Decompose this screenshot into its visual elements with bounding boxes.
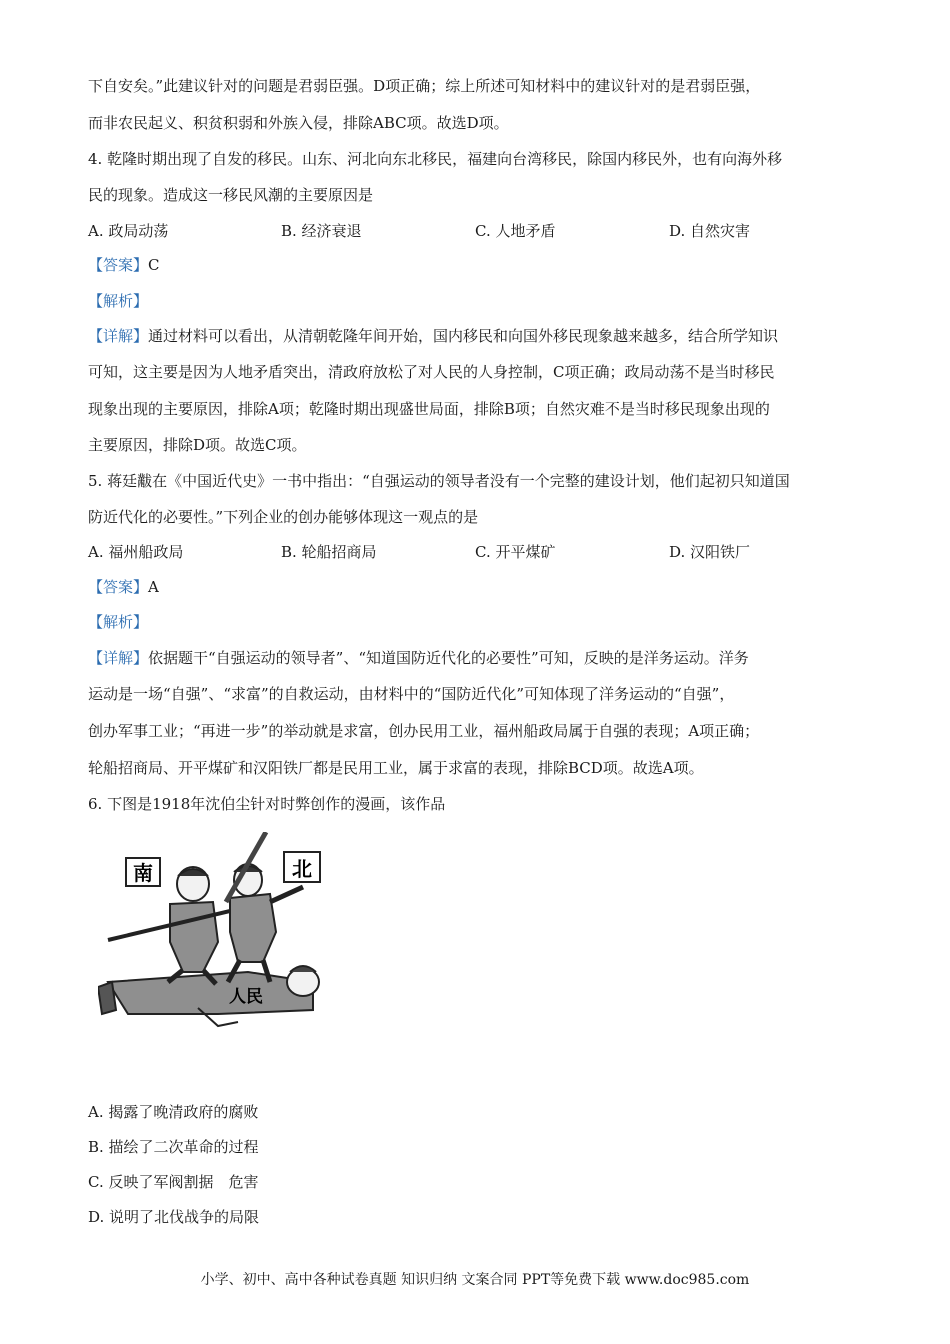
page-footer: 小学、初中、高中各种试卷真题 知识归纳 文案合同 PPT等免费下载 www.doc985.com [200,1272,750,1288]
q5-detail-line-3: 创办军事工业；“再进一步”的举动就是求富，创办民用工业，福州船政局属于自强的表现；A项正确； [88,722,760,740]
q5-detail-text-1: 依据题干“自强运动的领导者”、“知道国防近代化的必要性”可知，反映的是洋务运动。洋务 [148,649,749,667]
q5-analysis [88,612,878,632]
south-label: 南 [133,861,153,885]
q4-stem-line-2: 民的现象。造成这一移民风潮的主要原因是 [88,186,374,204]
q4-option-b: B. 经济衰退 [281,222,362,240]
q4-detail-line-1 [88,326,878,346]
q4-option-c: C. 人地矛盾 [475,222,556,240]
continuation-line-1: 下自安矣。”此建议针对的问题是君弱臣强。D项正确；综上所述可知材料中的建议针对的是君弱臣强， [88,77,761,95]
q4-answer-value: C [148,256,160,274]
q5-option-c: C. 开平煤矿 [475,543,556,561]
q5-detail-line-4: 轮船招商局、开平煤矿和汉阳铁厂都是民用工业，属于求富的表现，排除BCD项。故选A项。 [88,759,704,777]
q5-answer-value: A [148,578,159,596]
north-label: 北 [292,857,312,881]
q4-analysis [88,291,878,311]
political-cartoon [98,832,343,1032]
q4-answer-tag: 【答案】 [88,256,149,274]
q5-option-d: D. 汉阳铁厂 [669,543,751,561]
q4-detail-line-4: 主要原因，排除D项。故选C项。 [88,436,307,454]
q6-option-d: D. 说明了北伐战争的局限 [88,1208,260,1226]
q4-answer [88,255,878,275]
q5-option-b: B. 轮船招商局 [281,543,377,561]
q4-stem-line-1: 4. 乾隆时期出现了自发的移民。山东、河北向东北移民，福建向台湾移民，除国内移民外，也有向海外移 [88,150,783,168]
q4-detail-tag: 【详解】 [88,327,149,345]
q5-detail-line-1 [88,648,878,668]
q6-option-b: B. 描绘了二次革命的过程 [88,1138,259,1156]
q6-option-a: A. 揭露了晚清政府的腐败 [88,1103,259,1121]
q5-answer [88,577,878,597]
q5-stem-line-1: 5. 蒋廷黻在《中国近代史》一书中指出：“自强运动的领导者没有一个完整的建设计划，他们起初只知道国 [88,472,790,490]
q4-detail-line-2: 可知，这主要是因为人地矛盾突出，清政府放松了对人民的人身控制，C项正确；政局动荡不是当时移民 [88,363,775,381]
q4-option-a: A. 政局动荡 [88,222,169,240]
people-label: 人民 [229,987,263,1007]
q5-analysis-tag: 【解析】 [88,613,149,631]
q6-stem: 6. 下图是1918年沈伯尘针对时弊创作的漫画，该作品 [88,795,446,813]
q6-option-c: C. 反映了军阀割据 危害 [88,1173,259,1191]
q5-detail-line-2: 运动是一场“自强”、“求富”的自救运动，由材料中的“国防近代化”可知体现了洋务运动的“自强”， [88,685,735,703]
q4-detail-line-3: 现象出现的主要原因，排除A项；乾隆时期出现盛世局面，排除B项；自然灾难不是当时移民现象出现的 [88,400,770,418]
q4-option-d: D. 自然灾害 [669,222,751,240]
q5-stem-line-2: 防近代化的必要性。”下列企业的创办能够体现这一观点的是 [88,508,479,526]
q5-option-a: A. 福州船政局 [88,543,184,561]
q5-answer-tag: 【答案】 [88,578,149,596]
q4-analysis-tag: 【解析】 [88,292,149,310]
continuation-line-2: 而非农民起义、积贫积弱和外族入侵，排除ABC项。故选D项。 [88,114,509,132]
q4-detail-text-1: 通过材料可以看出，从清朝乾隆年间开始，国内移民和向国外移民现象越来越多，结合所学知识 [148,327,779,345]
q5-detail-tag: 【详解】 [88,649,149,667]
